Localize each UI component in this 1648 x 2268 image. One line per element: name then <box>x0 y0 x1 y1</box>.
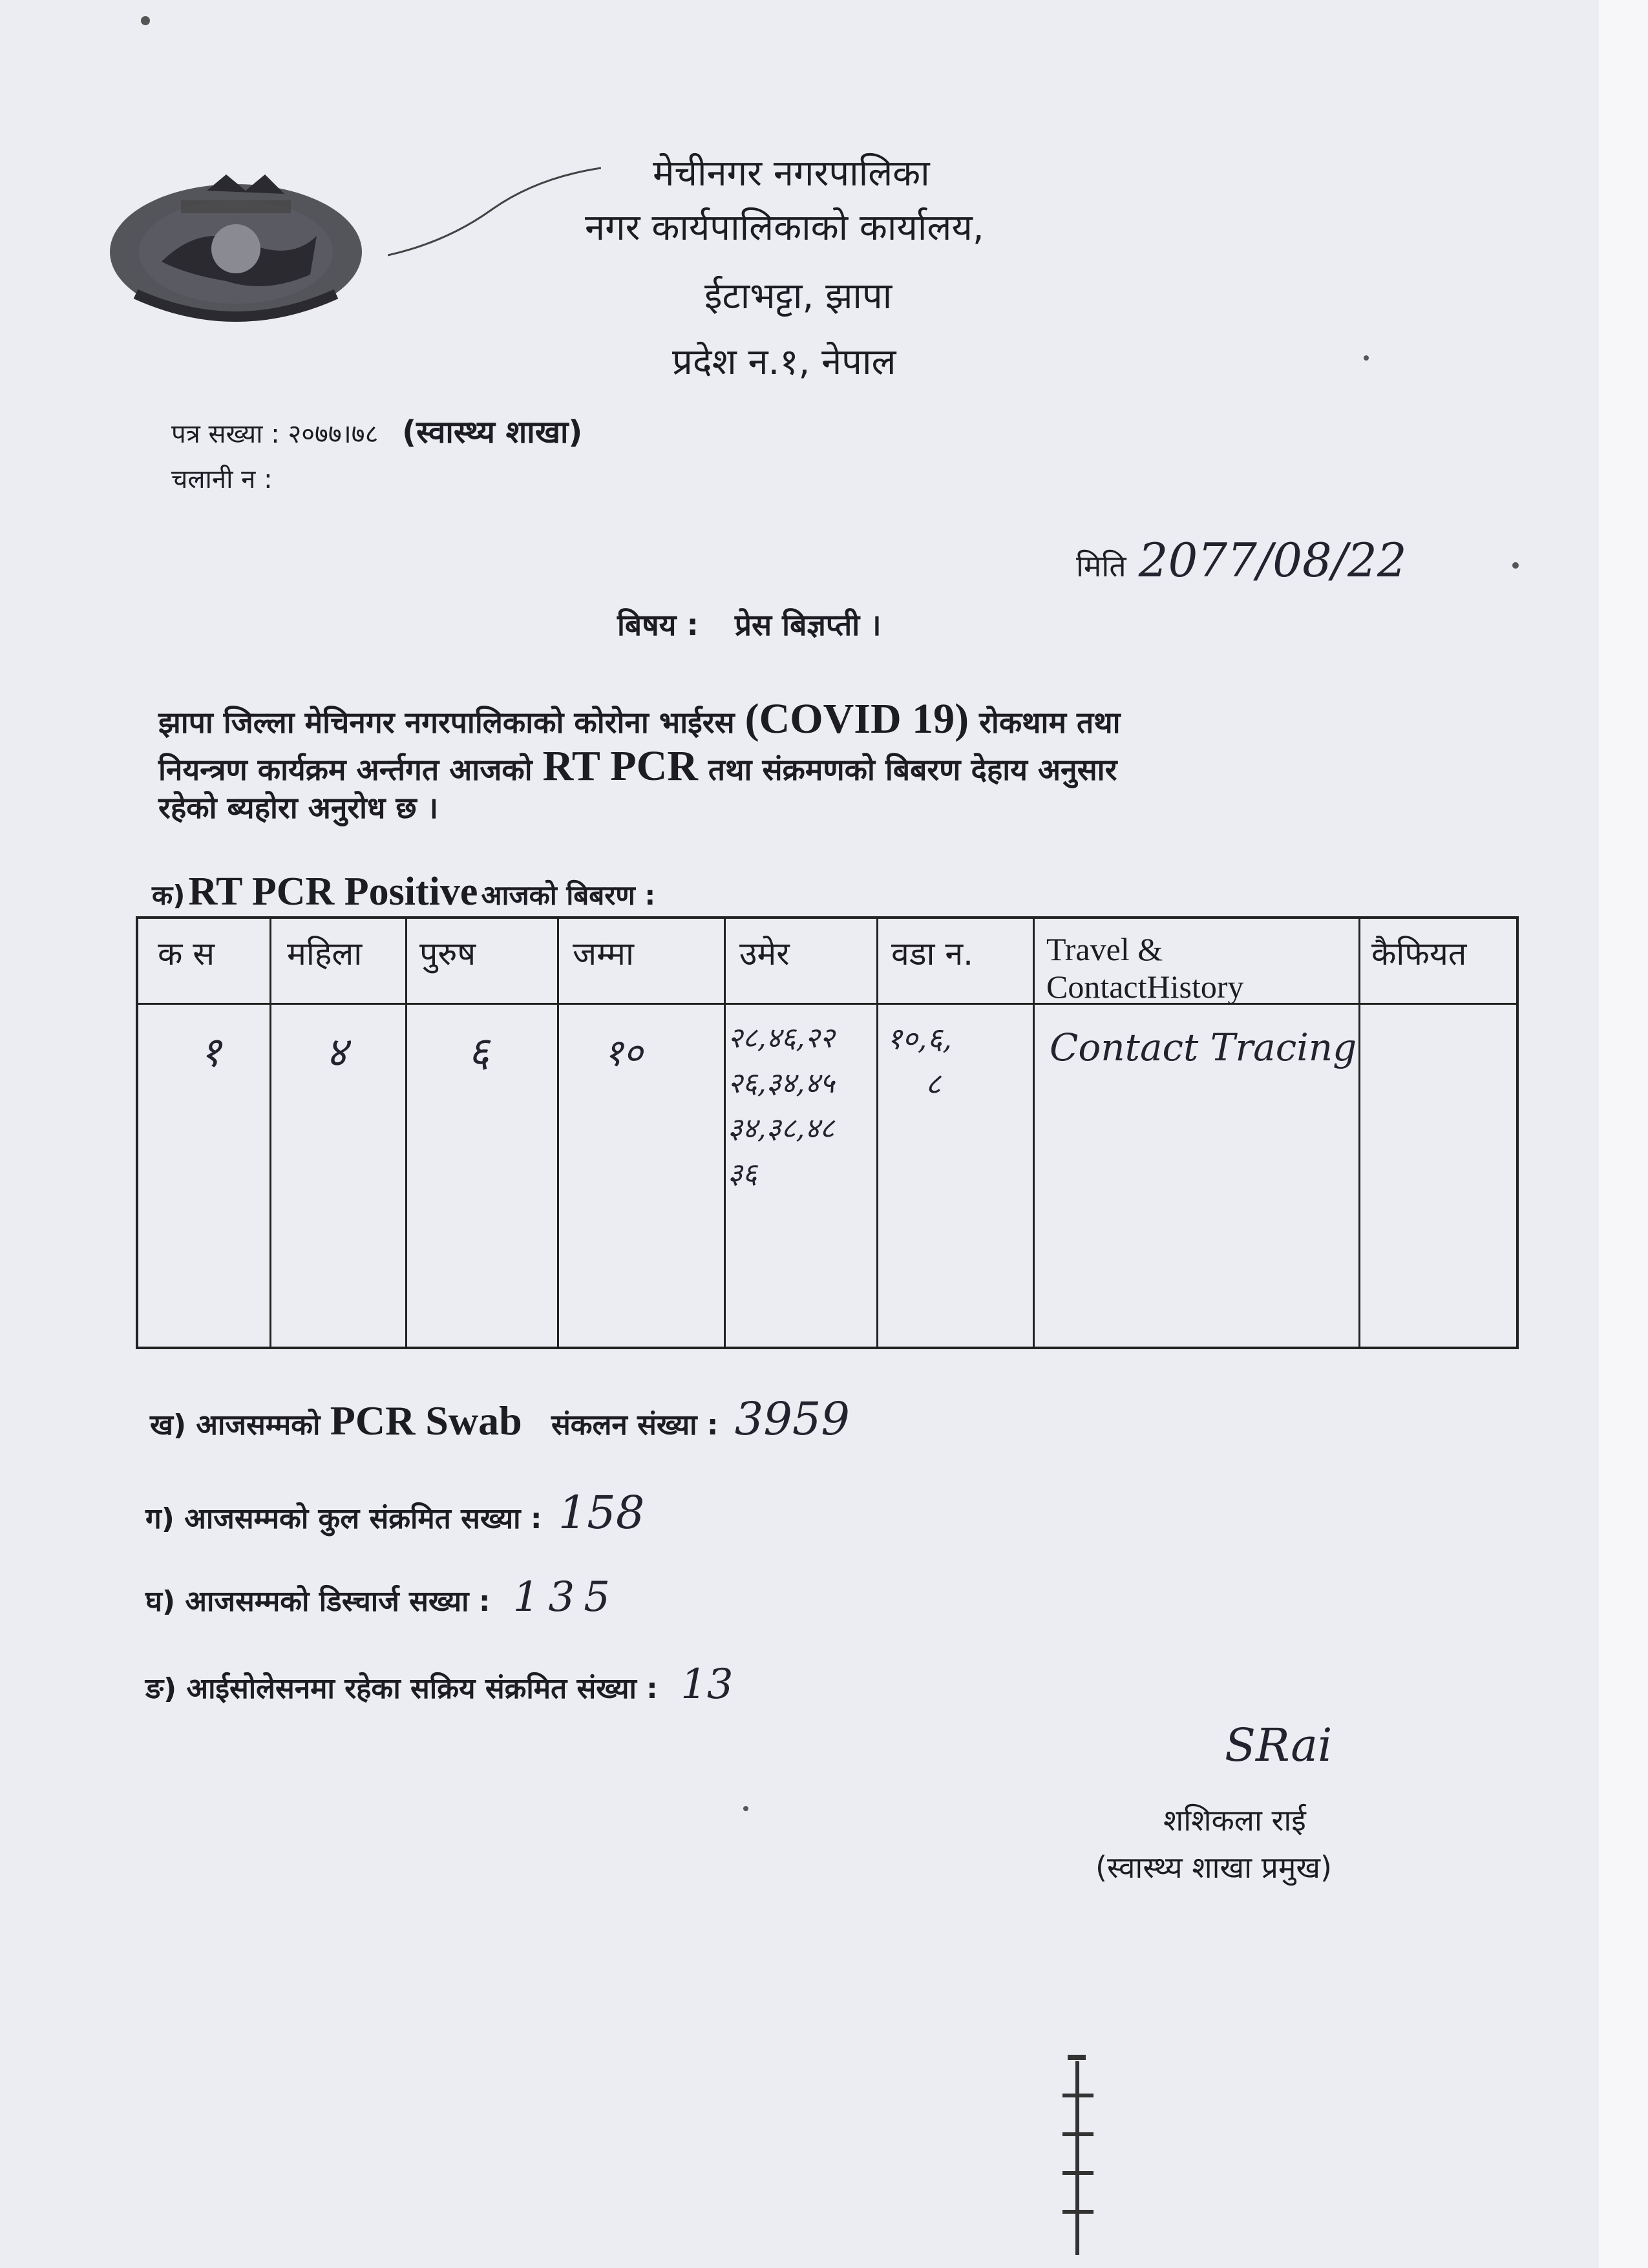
cell-ages <box>728 1016 834 1197</box>
intro-line-2-text: नियन्त्रण कार्यक्रम अर्न्तगत आजको <box>158 752 533 787</box>
stat-total-infected-value: 158 <box>558 1486 645 1539</box>
date-value: 2077/08/22 <box>1138 533 1407 587</box>
date-label: मिति <box>1076 549 1126 583</box>
covid-label: (COVID 19) <box>745 695 969 742</box>
stat-total-infected-label: ग) आजसम्मको कुल संक्रमित सख्या : <box>145 1502 542 1535</box>
stat-discharged-value: 135 <box>512 1573 619 1621</box>
section-ka-suffix: आजको बिबरण : <box>481 879 656 911</box>
ward-line-1: १०,६, <box>887 1021 953 1056</box>
scan-speck <box>1364 355 1369 361</box>
letterhead-province: प्रदेश न.१, नेपाल <box>672 341 896 383</box>
table-divider <box>269 919 271 1347</box>
stat-discharged-label: घ) आजसम्मको डिस्चार्ज सख्या : <box>145 1585 491 1618</box>
table-divider <box>1358 919 1360 1347</box>
cell-ward <box>887 1016 952 1106</box>
cell-female: ४ <box>326 1029 348 1076</box>
header-travel-line2: ContactHistory <box>1046 969 1244 1005</box>
binding-marks-icon <box>1053 2055 1105 2268</box>
subject <box>617 604 882 644</box>
rt-pcr-label: RT PCR <box>542 742 698 790</box>
stat-active-isolation-value: 13 <box>681 1661 734 1708</box>
scan-speck <box>1512 562 1519 569</box>
header-ward: वडा न. <box>891 935 974 972</box>
intro-line-2 <box>158 742 1117 791</box>
table-divider <box>1033 919 1035 1347</box>
section-ka-prefix: क) <box>152 879 185 911</box>
stat-total-infected <box>145 1486 644 1539</box>
header-travel-line1: Travel & <box>1046 931 1163 967</box>
section-ka-title: RT PCR Positive <box>188 870 478 914</box>
table-divider <box>876 919 878 1347</box>
cell-history: Contact Tracing <box>1050 1025 1357 1069</box>
age-line: ३४,३८,४८ <box>728 1112 835 1145</box>
department: (स्वास्थ्य शाखा) <box>402 414 583 450</box>
age-line: २८,४६,२२ <box>728 1022 835 1055</box>
stat-pcr-swab-suffix: संकलन संख्या : <box>551 1409 719 1442</box>
stat-discharged <box>145 1573 619 1621</box>
intro-line-3: रहेको ब्यहोरा अनुरोध छ । <box>158 790 439 825</box>
stat-active-isolation <box>145 1661 734 1708</box>
letterhead-address: ईटाभट्टा, झापा <box>704 275 893 317</box>
stat-pcr-swab-value: 3959 <box>734 1392 850 1445</box>
subject-value: प्रेस बिज्ञप्ती । <box>734 607 882 642</box>
signatory-title: (स्वास्थ्य शाखा प्रमुख) <box>1095 1850 1332 1885</box>
table-divider <box>405 919 407 1347</box>
letter-number-value: २०७७।७८ <box>288 419 379 449</box>
intro-line-1-text: झापा जिल्ला मेचिनगर नगरपालिकाको कोरोना भाईरस <box>158 705 735 740</box>
header-serial: क स <box>158 935 215 972</box>
header-remarks: कैफियत <box>1371 935 1467 972</box>
stat-pcr-swab-bold: PCR Swab <box>330 1398 522 1444</box>
scan-crease-line <box>388 165 601 262</box>
letterhead-municipality: मेचीनगर नगरपालिका <box>653 152 930 194</box>
header-female: महिला <box>287 935 363 972</box>
intro-line-2-end: तथा संक्रमणको बिबरण देहाय अनुसार <box>708 752 1117 787</box>
positive-cases-table <box>136 916 1519 1349</box>
age-line: ३६ <box>728 1157 757 1190</box>
table-divider <box>724 919 726 1347</box>
stat-active-isolation-label: ङ) आईसोलेसनमा रहेका सक्रिय संक्रमित संख्या : <box>145 1672 658 1705</box>
date <box>1076 533 1407 587</box>
letter-number-label: पत्र सख्या : <box>171 419 280 449</box>
subject-label: बिषय : <box>617 607 699 642</box>
scan-speck <box>141 16 150 25</box>
header-age: उमेर <box>739 935 790 972</box>
stat-pcr-swab-label: ख) आजसम्मको <box>150 1409 321 1442</box>
section-ka-heading <box>152 869 655 915</box>
nepal-emblem-icon <box>97 165 375 333</box>
header-travel-history <box>1046 930 1244 1005</box>
scan-speck <box>743 1806 748 1811</box>
cell-total: १० <box>604 1031 643 1075</box>
ward-line-2: ८ <box>925 1066 941 1101</box>
header-male: पुरुष <box>419 935 476 972</box>
signature: SRai <box>1225 1719 1333 1772</box>
signatory-name: शशिकला राई <box>1163 1803 1306 1838</box>
cell-male: ६ <box>468 1029 490 1076</box>
dispatch-number-label: चलानी न : <box>171 465 273 494</box>
page-edge <box>1599 0 1648 2268</box>
letterhead-office: नगर कार्यपालिकाको कार्यालय, <box>585 207 984 249</box>
intro-line-1-end: रोकथाम तथा <box>979 705 1121 740</box>
cell-serial: १ <box>200 1029 222 1076</box>
letter-number <box>171 410 582 452</box>
stat-pcr-swab <box>150 1392 850 1445</box>
intro-line-1 <box>158 695 1121 744</box>
table-divider <box>557 919 559 1347</box>
age-line: २६,३४,४५ <box>728 1067 835 1100</box>
table-header-divider <box>138 1003 1516 1005</box>
header-total: जम्मा <box>573 935 634 972</box>
